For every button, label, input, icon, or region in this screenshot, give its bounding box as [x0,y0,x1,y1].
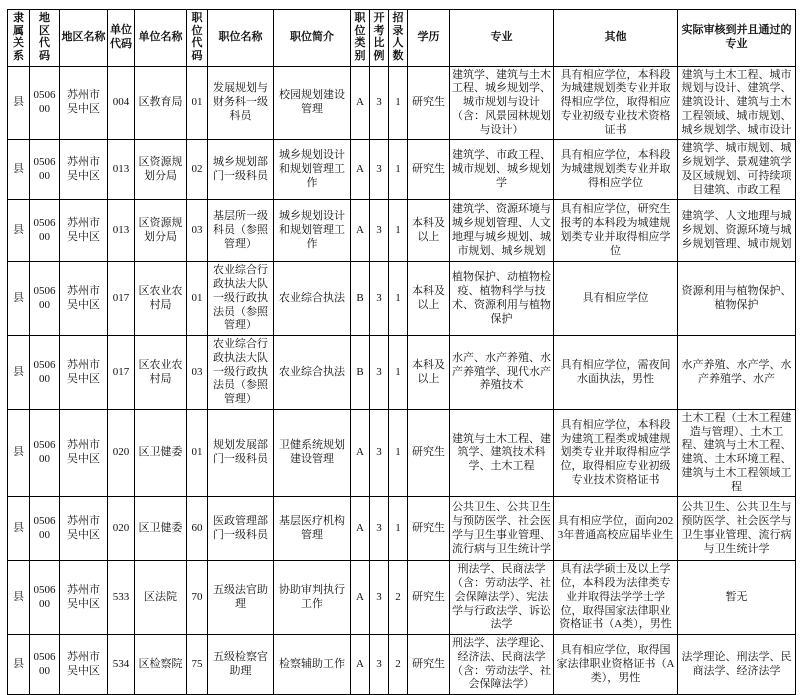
table-cell: 3 [370,140,389,200]
table-cell: 具有相应学位，需夜间水面执法，男性 [554,336,678,410]
table-cell: 植物保护、动植物检疫、植物科学与技术、资源利用与植物保护 [450,262,554,336]
table-row [8,262,796,336]
table-cell: 3 [370,635,389,695]
table-cell: 013 [108,140,135,200]
column-header: 单位名称 [135,10,187,67]
table-body [8,66,796,695]
table-cell: 区检察院 [135,635,187,695]
job-positions-table [7,9,796,695]
table-cell: 3 [370,497,389,561]
table-cell: 农业综合行政执法大队一级行政执法员（参照管理） [208,262,274,336]
table-cell: 苏州市吴中区 [60,140,108,200]
column-header [8,10,30,67]
table-cell: 苏州市吴中区 [60,497,108,561]
table-cell: A [351,200,370,262]
column-header: 地区名称 [60,10,108,67]
table-cell: 本科及以上 [408,200,450,262]
table-cell: 暂无 [678,561,796,635]
column-header [30,10,60,67]
table-row [8,66,796,140]
table-cell: 具有相应学位，面向2023年普通高校应届毕业生 [554,497,678,561]
table-cell: 050600 [30,262,60,336]
table-cell: 区资源规划分局 [135,200,187,262]
table-cell: 建筑学、市政工程、城市规划、城乡规划学 [450,140,554,200]
table-cell: A [351,561,370,635]
table-cell: 县 [8,497,30,561]
table-cell: 020 [108,497,135,561]
table-cell: 水产养殖、水产学、水产养殖学、水产 [678,336,796,410]
table-cell: 013 [108,200,135,262]
table-cell: 土木工程（土木工程建造与管理）、土木工程、建筑与土木工程、建筑、土木环境工程、建筑与土木工程领域工程 [678,409,796,497]
table-row [8,336,796,410]
table-cell: 区卫健委 [135,409,187,497]
column-header: 其他 [554,10,678,67]
table-cell: 3 [370,200,389,262]
table-cell: 01 [187,262,208,336]
table-cell: 基层医疗机构管理 [274,497,351,561]
table-row [8,497,796,561]
table-cell: A [351,497,370,561]
table-cell: 农业综合行政执法大队一级行政执法员（参照管理） [208,336,274,410]
table-cell: 苏州市吴中区 [60,635,108,695]
table-cell: 050600 [30,140,60,200]
table-cell: 公共卫生、公共卫生与预防医学、社会医学与卫生事业管理、流行病与卫生统计学 [678,497,796,561]
table-cell: 五级法官助理 [208,561,274,635]
table-cell: 534 [108,635,135,695]
table-cell: 卫健系统规划建设管理 [274,409,351,497]
table-cell: 区农业农村局 [135,262,187,336]
column-header: 专业 [450,10,554,67]
table-cell: 01 [187,409,208,497]
table-cell: 533 [108,561,135,635]
column-header: 职位简介 [274,10,351,67]
table-cell: 1 [389,262,408,336]
table-cell: 建筑学、建筑与土木工程、城乡规划学、城市规划与设计（含：风景园林规划与设计） [450,66,554,140]
table-cell: 城乡规划设计和规划管理工作 [274,140,351,200]
table-cell: 75 [187,635,208,695]
table-cell: 城乡规划设计和规划管理工作 [274,200,351,262]
table-cell: 60 [187,497,208,561]
table-cell: 01 [187,66,208,140]
table-cell: A [351,140,370,200]
table-cell: 研究生 [408,140,450,200]
table-cell: 1 [389,200,408,262]
table-cell: 3 [370,561,389,635]
table-cell: 3 [370,66,389,140]
table-cell: 1 [389,409,408,497]
table-cell: 研究生 [408,66,450,140]
table-row [8,200,796,262]
table-cell: 具有相应学位，取得国家法律职业资格证书（A类），男性 [554,635,678,695]
column-header-label: 隶属关系 [12,12,24,62]
table-row [8,635,796,695]
table-cell: 县 [8,66,30,140]
table-cell: 具有相应学位，本科段为城建规划类专业并取得相应学位 [554,140,678,200]
table-cell: A [351,66,370,140]
table-cell: A [351,635,370,695]
column-header-label: 职位类别 [354,12,366,62]
table-cell: 县 [8,262,30,336]
header-row [8,10,796,67]
table-cell: 02 [187,140,208,200]
table-cell: 县 [8,409,30,497]
table-cell: 建筑学、资源环境与城乡规划管理、人文地理与城乡规划、城市规划、城乡规划 [450,200,554,262]
table-cell: 研究生 [408,497,450,561]
table-cell: 农业综合执法 [274,336,351,410]
table-cell: 协助审判执行工作 [274,561,351,635]
table-cell: 050600 [30,409,60,497]
table-cell: B [351,336,370,410]
table-cell: 刑法学、民商法学（含：劳动法学、社会保障法学）、宪法学与行政法学、诉讼法学 [450,561,554,635]
table-cell: 050600 [30,635,60,695]
table-cell: 具有相应学位，本科段为城建规划类专业并取得相应学位，取得相应专业初级专业技术资格证书 [554,66,678,140]
table-cell: 规划发展部门一级科员 [208,409,274,497]
column-header: 单位代码 [108,10,135,67]
table-cell: A [351,409,370,497]
table-cell: 检察辅助工作 [274,635,351,695]
table-row [8,409,796,497]
table-cell: B [351,262,370,336]
table-cell: 苏州市吴中区 [60,561,108,635]
table-row [8,140,796,200]
table-cell: 建筑学、城市规划、城乡规划学、景观建筑学及区域规划、可持续项目建筑、市政工程 [678,140,796,200]
table-cell: 苏州市吴中区 [60,262,108,336]
table-cell: 区教育局 [135,66,187,140]
table-cell: 03 [187,200,208,262]
table-cell: 70 [187,561,208,635]
table-cell: 050600 [30,200,60,262]
table-cell: 建筑学、人文地理与城乡规划、资源环境与城乡规划管理、城市规划 [678,200,796,262]
table-cell: 004 [108,66,135,140]
table-cell: 五级检察官助理 [208,635,274,695]
column-header: 实际审核到并且通过的专业 [678,10,796,67]
table-cell: 区卫健委 [135,497,187,561]
table-cell: 具有相应学位 [554,262,678,336]
table-cell: 县 [8,336,30,410]
table-cell: 050600 [30,497,60,561]
table-cell: 城乡规划部门一级科员 [208,140,274,200]
table-cell: 050600 [30,561,60,635]
table-cell: 苏州市吴中区 [60,409,108,497]
table-cell: 苏州市吴中区 [60,66,108,140]
column-header-label: 地区代码 [38,12,50,62]
table-cell: 农业综合执法 [274,262,351,336]
table-cell: 03 [187,336,208,410]
table-cell: 1 [389,140,408,200]
column-header-label: 开考比例 [373,12,385,62]
column-header [370,10,389,67]
table-cell: 3 [370,262,389,336]
table-cell: 研究生 [408,561,450,635]
table-cell: 苏州市吴中区 [60,200,108,262]
column-header: 学历 [408,10,450,67]
table-row [8,561,796,635]
table-cell: 具有法学硕士及以上学位，本科段为法律类专业并取得法学学士学位，取得国家法律职业资格证书（A类），男性 [554,561,678,635]
table-cell: 医政管理部门一级科员 [208,497,274,561]
table-cell: 县 [8,635,30,695]
column-header [351,10,370,67]
table-cell: 法学理论、刑法学、民商法学、经济法学 [678,635,796,695]
column-header [389,10,408,67]
table-cell: 校园规划建设管理 [274,66,351,140]
table-cell: 1 [389,497,408,561]
table-cell: 1 [389,336,408,410]
table-cell: 资源利用与植物保护、植物保护 [678,262,796,336]
column-header-label: 职位代码 [191,12,203,62]
table-cell: 发展规划与财务科一级科员 [208,66,274,140]
table-cell: 具有相应学位，本科段为建筑工程类或城建规划类专业并取得相应学位，取得相应专业初级专业技术资格证书 [554,409,678,497]
table-cell: 3 [370,409,389,497]
table-cell: 3 [370,336,389,410]
table-cell: 本科及以上 [408,336,450,410]
table-cell: 建筑与土木工程、建筑学、建筑技术科学、土木工程 [450,409,554,497]
table-cell: 公共卫生、公共卫生与预防医学、社会医学与卫生事业管理、流行病与卫生统计学 [450,497,554,561]
table-cell: 基层所一级科员（参照管理） [208,200,274,262]
table-cell: 017 [108,336,135,410]
table-cell: 050600 [30,336,60,410]
table-cell: 建筑与土木工程、城市规划与设计、建筑学、建筑设计、建筑与土木工程领域、城市规划、城乡规划学、城市设计 [678,66,796,140]
table-cell: 区农业农村局 [135,336,187,410]
table-cell: 研究生 [408,409,450,497]
table-cell: 020 [108,409,135,497]
table-cell: 县 [8,140,30,200]
table-cell: 2 [389,635,408,695]
table-cell: 017 [108,262,135,336]
table-cell: 1 [389,66,408,140]
table-cell: 研究生 [408,635,450,695]
table-cell: 县 [8,200,30,262]
table-cell: 本科及以上 [408,262,450,336]
table-cell: 区法院 [135,561,187,635]
column-header: 职位名称 [208,10,274,67]
column-header-label: 招录人数 [392,12,404,62]
table-cell: 苏州市吴中区 [60,336,108,410]
table-cell: 区资源规划分局 [135,140,187,200]
table-cell: 具有相应学位，研究生报考的本科段为城建规划类专业并取得相应学位 [554,200,678,262]
column-header [187,10,208,67]
table-cell: 水产、水产养殖、水产养殖学、现代水产养殖技术 [450,336,554,410]
table-cell: 050600 [30,66,60,140]
table-cell: 刑法学、法学理论、经济法、民商法学（含：劳动法学、社会保障法学） [450,635,554,695]
table-cell: 县 [8,561,30,635]
table-cell: 2 [389,561,408,635]
